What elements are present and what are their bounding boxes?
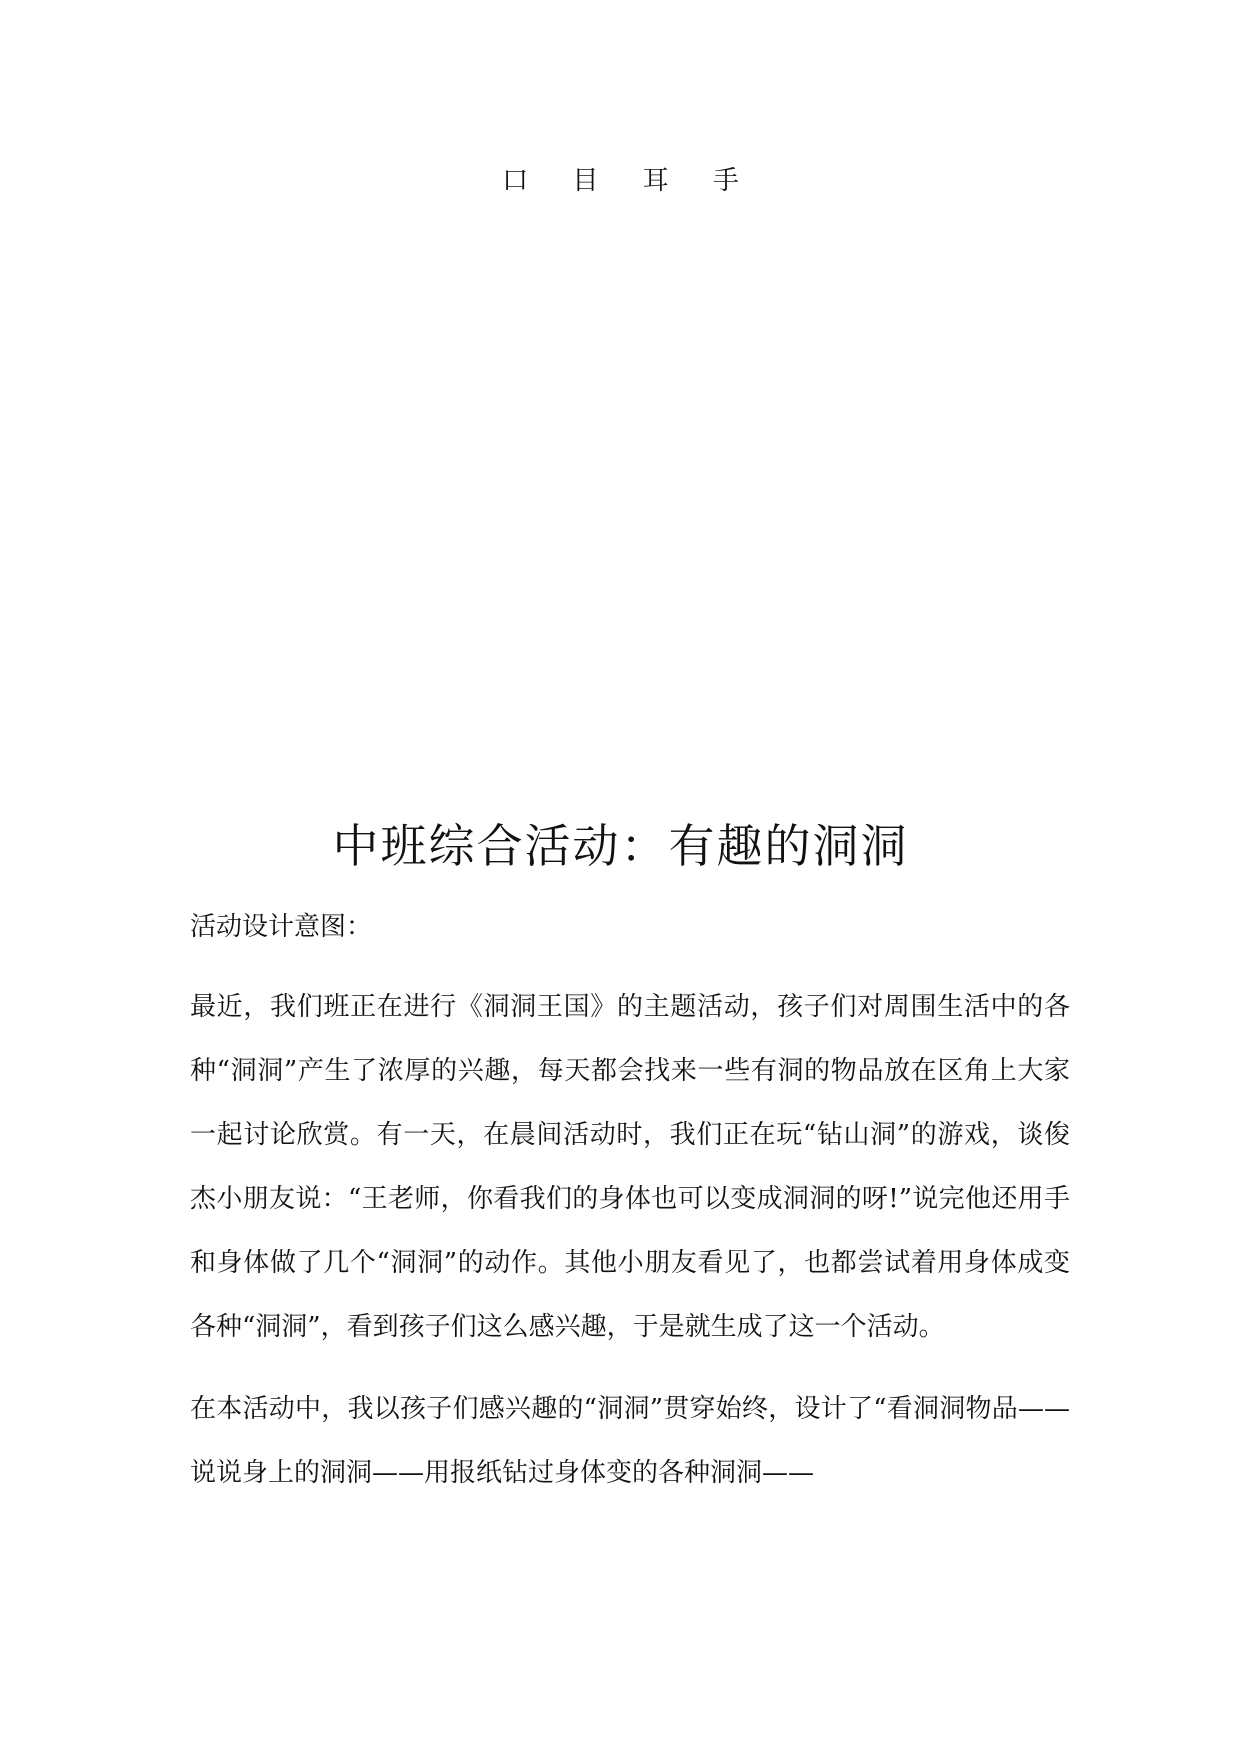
paragraph-design: 在本活动中，我以孩子们感兴趣的“洞洞”贯穿始终，设计了“看洞洞物品——说说身上的洞洞——用报纸钻过身体变的各种洞洞—— [190, 1394, 1070, 1488]
header-char-mouth: 口 [502, 166, 529, 196]
document-title: 中班综合活动：有趣的洞洞 [332, 819, 909, 873]
header-char-ear: 耳 [642, 166, 669, 196]
document-body [190, 905, 1070, 1523]
header-char-hand: 手 [712, 166, 739, 196]
header-char-eye: 目 [572, 166, 599, 196]
paragraph-intro: 最近，我们班正在进行《洞洞王国》的主题活动，孩子们对周围生活中的各种“洞洞”产生了浓厚的兴趣，每天都会找来一些有洞的物品放在区角上大家一起讨论欣赏。有一天，在晨间活动时，我们正在玩“钻山洞”的游戏，谈俊杰小朋友说：“王老师，你看我们的身体也可以变成洞洞的呀!”说完他还用手和身体做了几个“洞洞”的动作。其他小朋友看见了，也都尝试着用身体成变各种“洞洞”，看到孩子们这么感兴趣，于是就生成了这一个活动。 [190, 992, 1070, 1342]
header-characters [0, 160, 1241, 197]
section-label-design-intent: 活动设计意图： [190, 912, 373, 942]
